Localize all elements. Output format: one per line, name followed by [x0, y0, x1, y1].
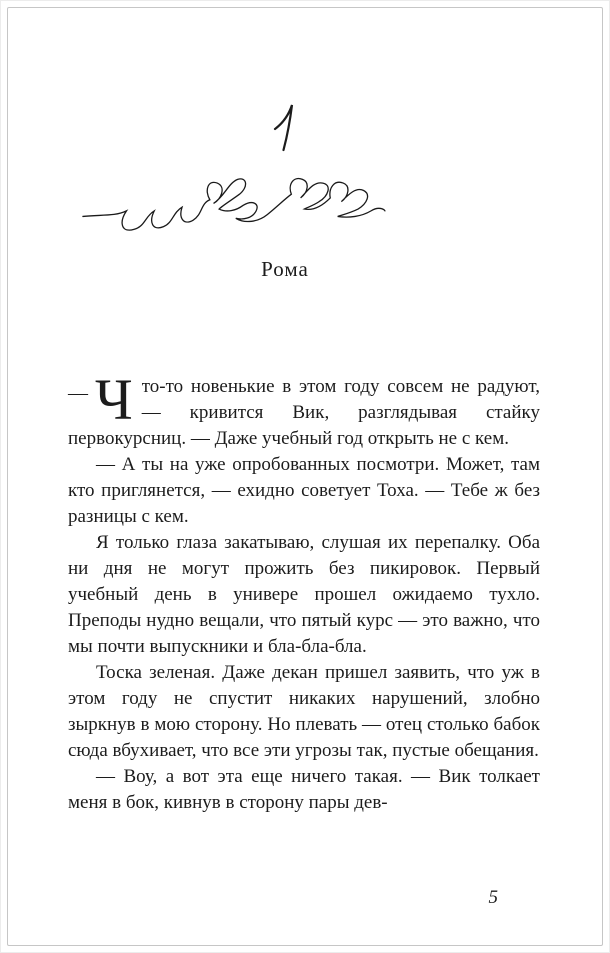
paragraph: Я только глаза закатываю, слушая их перепалку. Оба ни дня не могут прожить без пикировок. Первый учебный день в универе прошел ожидаемо тухло. Преподы нудно вещали, что пятый курс — это важно, что мы почти выпускники и бла-бла-бла.	[68, 532, 540, 657]
pinky-promise-hearts-line-art-icon	[72, 159, 394, 247]
chapter-illustration	[72, 159, 394, 247]
chapter-title: Рома	[261, 257, 309, 281]
dropcap-group	[68, 367, 133, 432]
page-number: 5	[488, 887, 498, 908]
chapter-number-one-glyph	[270, 102, 300, 152]
paragraph: — А ты на уже опробованных посмотри. Может, там кто приглянется, — ехидно советует Тоха. — Тебе ж без разницы с кем.	[68, 454, 540, 527]
paragraph: Тоска зеленая. Даже декан пришел заявить, что уж в этом году не спустит никаких нарушений, злобно зыркнув в мою сторону. Но плевать — отец столько бабок сюда вбухивает, что все эти угрозы так, пустые обещания.	[68, 662, 540, 761]
dropcap-letter: Ч	[95, 367, 133, 432]
paragraph: — Воу, а вот эта еще ничего такая. — Вик толкает меня в бок, кивнув в сторону пары дев-	[68, 766, 540, 813]
paragraph-text: то-то новенькие в этом году совсем не радуют, — кривится Вик, разглядывая стайку первокурсниц. — Даже учебный год открыть не с кем.	[68, 376, 540, 449]
opening-dash: —	[68, 382, 88, 404]
paragraph-opening	[68, 367, 540, 452]
chapter-number	[0, 102, 610, 157]
body-text	[68, 367, 540, 816]
